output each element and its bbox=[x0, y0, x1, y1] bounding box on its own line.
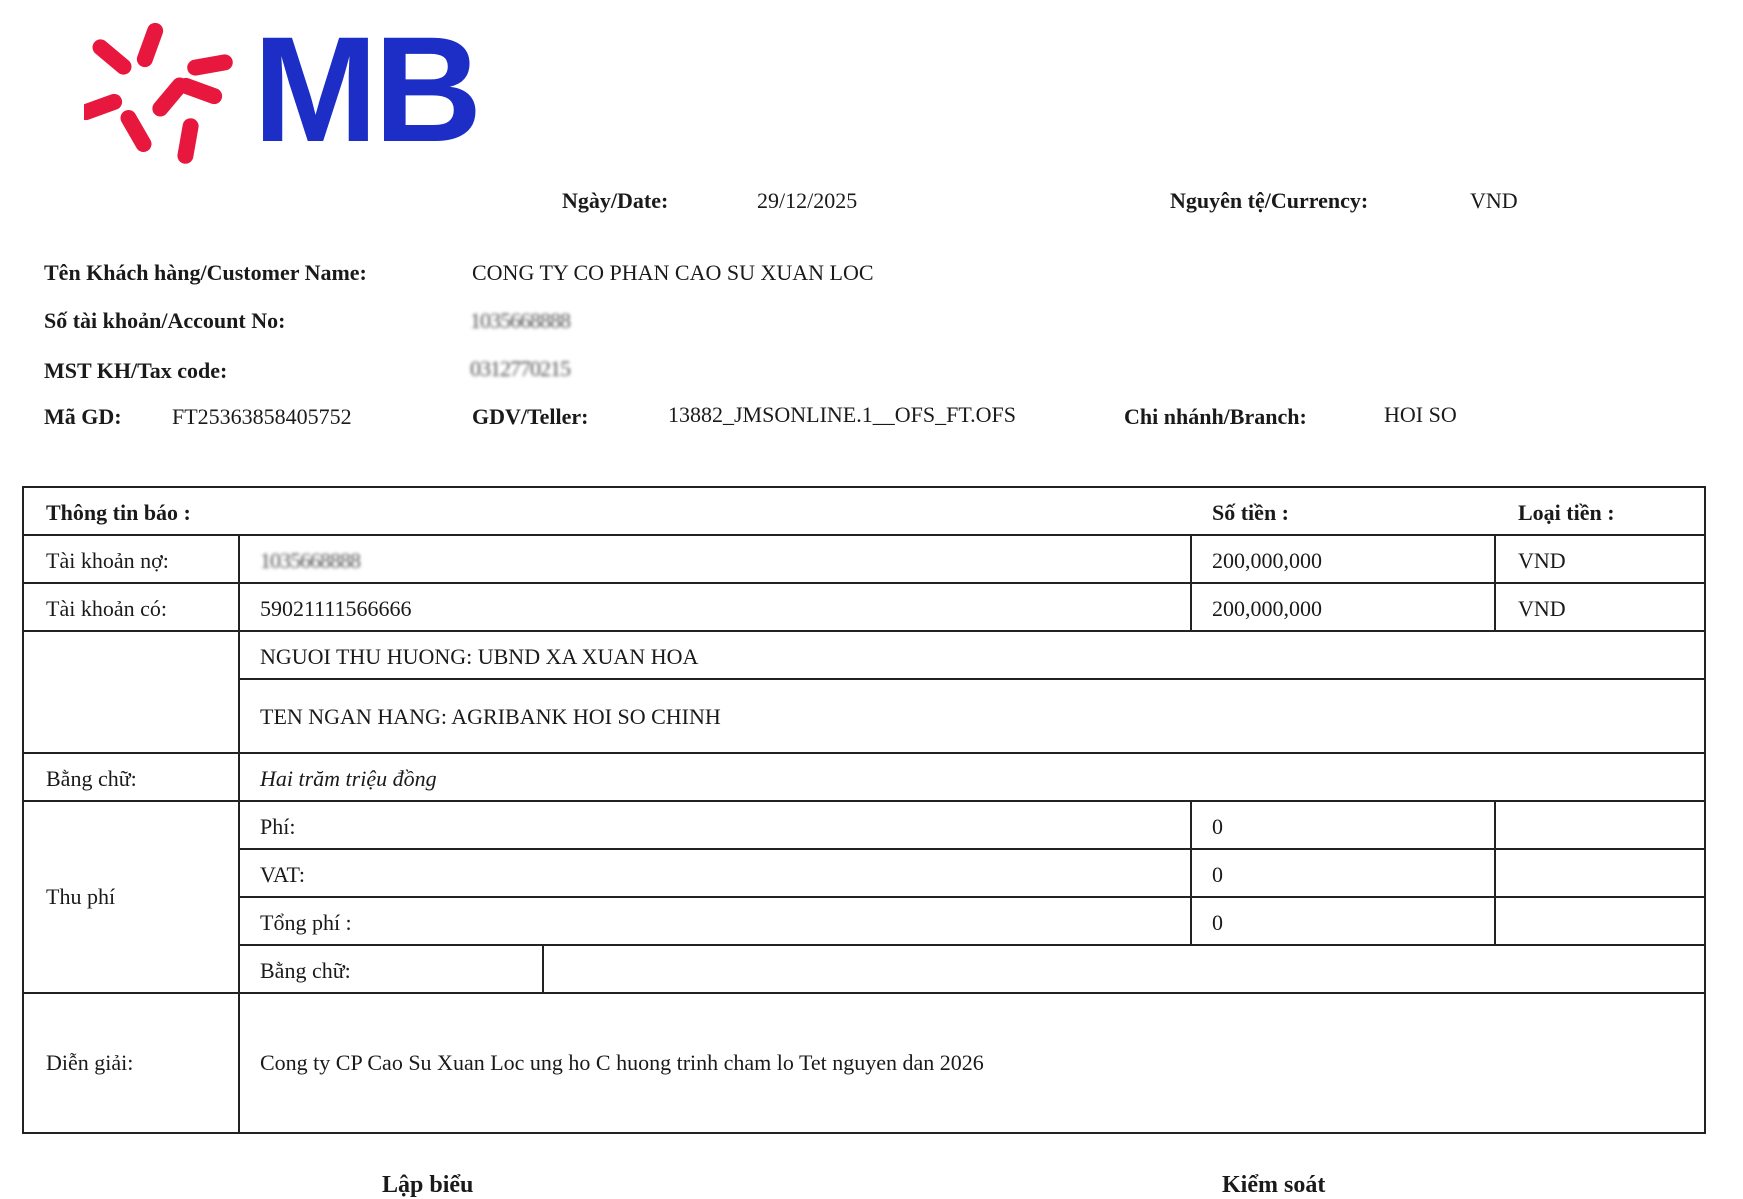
currency-label: Nguyên tệ/Currency: bbox=[1170, 188, 1369, 213]
controlled-by-label: Kiểm soát bbox=[1222, 1172, 1326, 1198]
table-rule bbox=[24, 752, 1704, 754]
currency-header: Loại tiền : bbox=[1518, 500, 1615, 525]
table-rule bbox=[1190, 534, 1192, 632]
table-rule bbox=[24, 630, 1704, 632]
credit-currency: VND bbox=[1518, 596, 1566, 621]
branch-label: Chi nhánh/Branch: bbox=[1124, 404, 1307, 429]
branch-value: HOI SO bbox=[1384, 402, 1457, 427]
transaction-table bbox=[22, 486, 1706, 1134]
beneficiary-name: NGUOI THU HUONG: UBND XA XUAN HOA bbox=[260, 644, 699, 669]
table-rule bbox=[1494, 800, 1496, 946]
fee-item-value: 0 bbox=[1212, 814, 1223, 839]
beneficiary-bank: TEN NGAN HANG: AGRIBANK HOI SO CHINH bbox=[260, 704, 721, 729]
info-header: Thông tin báo : bbox=[46, 500, 191, 525]
tax-code-label: MST KH/Tax code: bbox=[44, 358, 228, 383]
currency-value: VND bbox=[1470, 188, 1518, 213]
table-rule bbox=[542, 944, 544, 992]
table-rule bbox=[1494, 534, 1496, 632]
description-label: Diễn giải: bbox=[46, 1050, 134, 1075]
table-rule bbox=[24, 534, 1704, 536]
teller-label: GDV/Teller: bbox=[472, 404, 589, 429]
debit-account-label: Tài khoản nợ: bbox=[46, 548, 169, 573]
debit-currency: VND bbox=[1518, 548, 1566, 573]
table-rule bbox=[240, 896, 1704, 898]
customer-name-label: Tên Khách hàng/Customer Name: bbox=[44, 260, 367, 285]
credit-account-value: 59021111566666 bbox=[260, 596, 412, 621]
transaction-id-value: FT25363858405752 bbox=[172, 404, 352, 429]
table-rule bbox=[238, 534, 240, 1132]
customer-name-value: CONG TY CO PHAN CAO SU XUAN LOC bbox=[472, 260, 874, 285]
credit-account-label: Tài khoản có: bbox=[46, 596, 167, 621]
mb-logo-text: MB bbox=[253, 5, 479, 173]
vat-label: VAT: bbox=[260, 862, 305, 887]
amount-header: Số tiền : bbox=[1212, 500, 1289, 525]
teller-value: 13882_JMSONLINE.1__OFS_FT.OFS bbox=[668, 402, 1016, 427]
credit-amount: 200,000,000 bbox=[1212, 596, 1322, 621]
table-rule bbox=[24, 800, 1704, 802]
table-rule bbox=[240, 848, 1704, 850]
transaction-id-label: Mã GD: bbox=[44, 404, 122, 429]
date-value: 29/12/2025 bbox=[757, 188, 858, 213]
vat-value: 0 bbox=[1212, 862, 1223, 887]
table-rule bbox=[240, 944, 1704, 946]
prepared-by-label: Lập biểu bbox=[382, 1172, 474, 1198]
total-fee-label: Tổng phí : bbox=[260, 910, 352, 935]
fee-item-label: Phí: bbox=[260, 814, 296, 839]
description-value: Cong ty CP Cao Su Xuan Loc ung ho C huong trinh cham lo Tet nguyen dan 2026 bbox=[260, 1050, 984, 1075]
fee-section-label: Thu phí bbox=[46, 884, 116, 909]
in-words-value: Hai trăm triệu đồng bbox=[260, 766, 437, 791]
account-label: Số tài khoản/Account No: bbox=[44, 308, 286, 333]
table-rule bbox=[1190, 800, 1192, 946]
table-rule bbox=[240, 678, 1704, 680]
fee-in-words-label: Bằng chữ: bbox=[260, 958, 351, 983]
in-words-label: Bằng chữ: bbox=[46, 766, 137, 791]
account-value-redacted: 1035668888 bbox=[470, 308, 570, 333]
debit-account-value-redacted: 1035668888 bbox=[260, 548, 360, 573]
date-label: Ngày/Date: bbox=[562, 188, 669, 213]
debit-amount: 200,000,000 bbox=[1212, 548, 1322, 573]
total-fee-value: 0 bbox=[1212, 910, 1223, 935]
table-rule bbox=[24, 992, 1704, 994]
table-rule bbox=[24, 582, 1704, 584]
tax-code-value-redacted: 0312770215 bbox=[470, 356, 570, 381]
